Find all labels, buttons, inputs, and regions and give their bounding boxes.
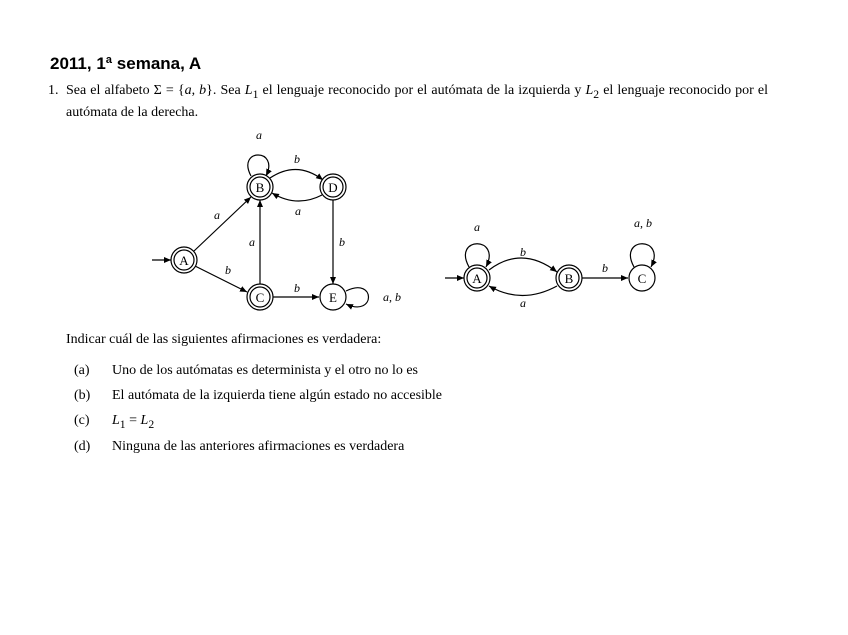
loop-b xyxy=(248,155,269,176)
label-loop-b: a xyxy=(256,128,262,142)
state-b-label: B xyxy=(255,180,265,195)
loop-ra xyxy=(465,244,489,267)
page-heading: 2011, 1ª semana, A xyxy=(50,54,202,73)
label-edge-d-b: a xyxy=(295,204,301,218)
state-rc-label: C xyxy=(637,271,647,286)
option-a-label: (a) xyxy=(74,363,90,378)
label-edge-c-b: a xyxy=(249,235,255,249)
label-edge-c-e: b xyxy=(294,281,300,295)
option-a[interactable] xyxy=(74,363,418,379)
option-c-label: (c) xyxy=(74,413,90,428)
label-edge-a-c: b xyxy=(225,263,231,277)
option-c[interactable] xyxy=(74,413,154,431)
right-automaton xyxy=(445,244,655,296)
state-rb-label: B xyxy=(564,271,574,286)
question-text: Sea el alfabeto Σ = {a, b}. Sea $L_1$ el lenguaje reconocido por el autómata de la izquierda y $L_2$ el lenguaje reconocido por el autómata de la derecha. xyxy=(66,83,769,120)
option-b[interactable] xyxy=(74,388,442,404)
state-a-label: A xyxy=(179,253,189,268)
label-edge-rb-rc: b xyxy=(602,261,608,275)
state-e-label: E xyxy=(329,290,337,305)
edge-rb-ra xyxy=(489,286,557,296)
option-d-label: (d) xyxy=(74,439,91,454)
edge-d-b xyxy=(272,193,322,201)
option-b-text: El autómata de la izquierda tiene algún estado no accesible xyxy=(112,388,443,403)
option-a-text: Uno de los autómatas es determinista y el otro no lo es xyxy=(112,363,418,378)
label-edge-d-e: b xyxy=(339,235,345,249)
label-edge-a-b: a xyxy=(214,208,220,222)
state-c-label: C xyxy=(255,290,265,305)
label-loop-e: a, b xyxy=(383,290,401,304)
edge-b-d xyxy=(270,169,323,180)
label-loop-ra: a xyxy=(474,220,480,234)
label-loop-rc: a, b xyxy=(634,216,652,230)
option-d[interactable] xyxy=(74,439,404,455)
state-ra-label: A xyxy=(472,271,482,286)
label-edge-rb-ra: a xyxy=(520,296,526,310)
edge-a-c xyxy=(195,266,247,292)
option-b-label: (b) xyxy=(74,388,91,403)
edge-a-b xyxy=(194,197,251,251)
question-number: 1. xyxy=(48,83,59,98)
option-d-text: Ninguna de las anteriores afirmaciones es verdadera xyxy=(112,439,405,454)
loop-e xyxy=(346,288,369,307)
label-edge-ra-rb: b xyxy=(520,245,526,259)
label-edge-b-d: b xyxy=(294,152,300,166)
state-d-label: D xyxy=(328,180,338,195)
left-automaton xyxy=(152,155,369,310)
edge-ra-rb xyxy=(489,258,557,272)
question-stem: Indicar cuál de las siguientes afirmaciones es verdadera: xyxy=(66,332,382,347)
option-c-text: $L_1 = L_2$ xyxy=(112,413,155,431)
loop-rc xyxy=(630,244,654,267)
